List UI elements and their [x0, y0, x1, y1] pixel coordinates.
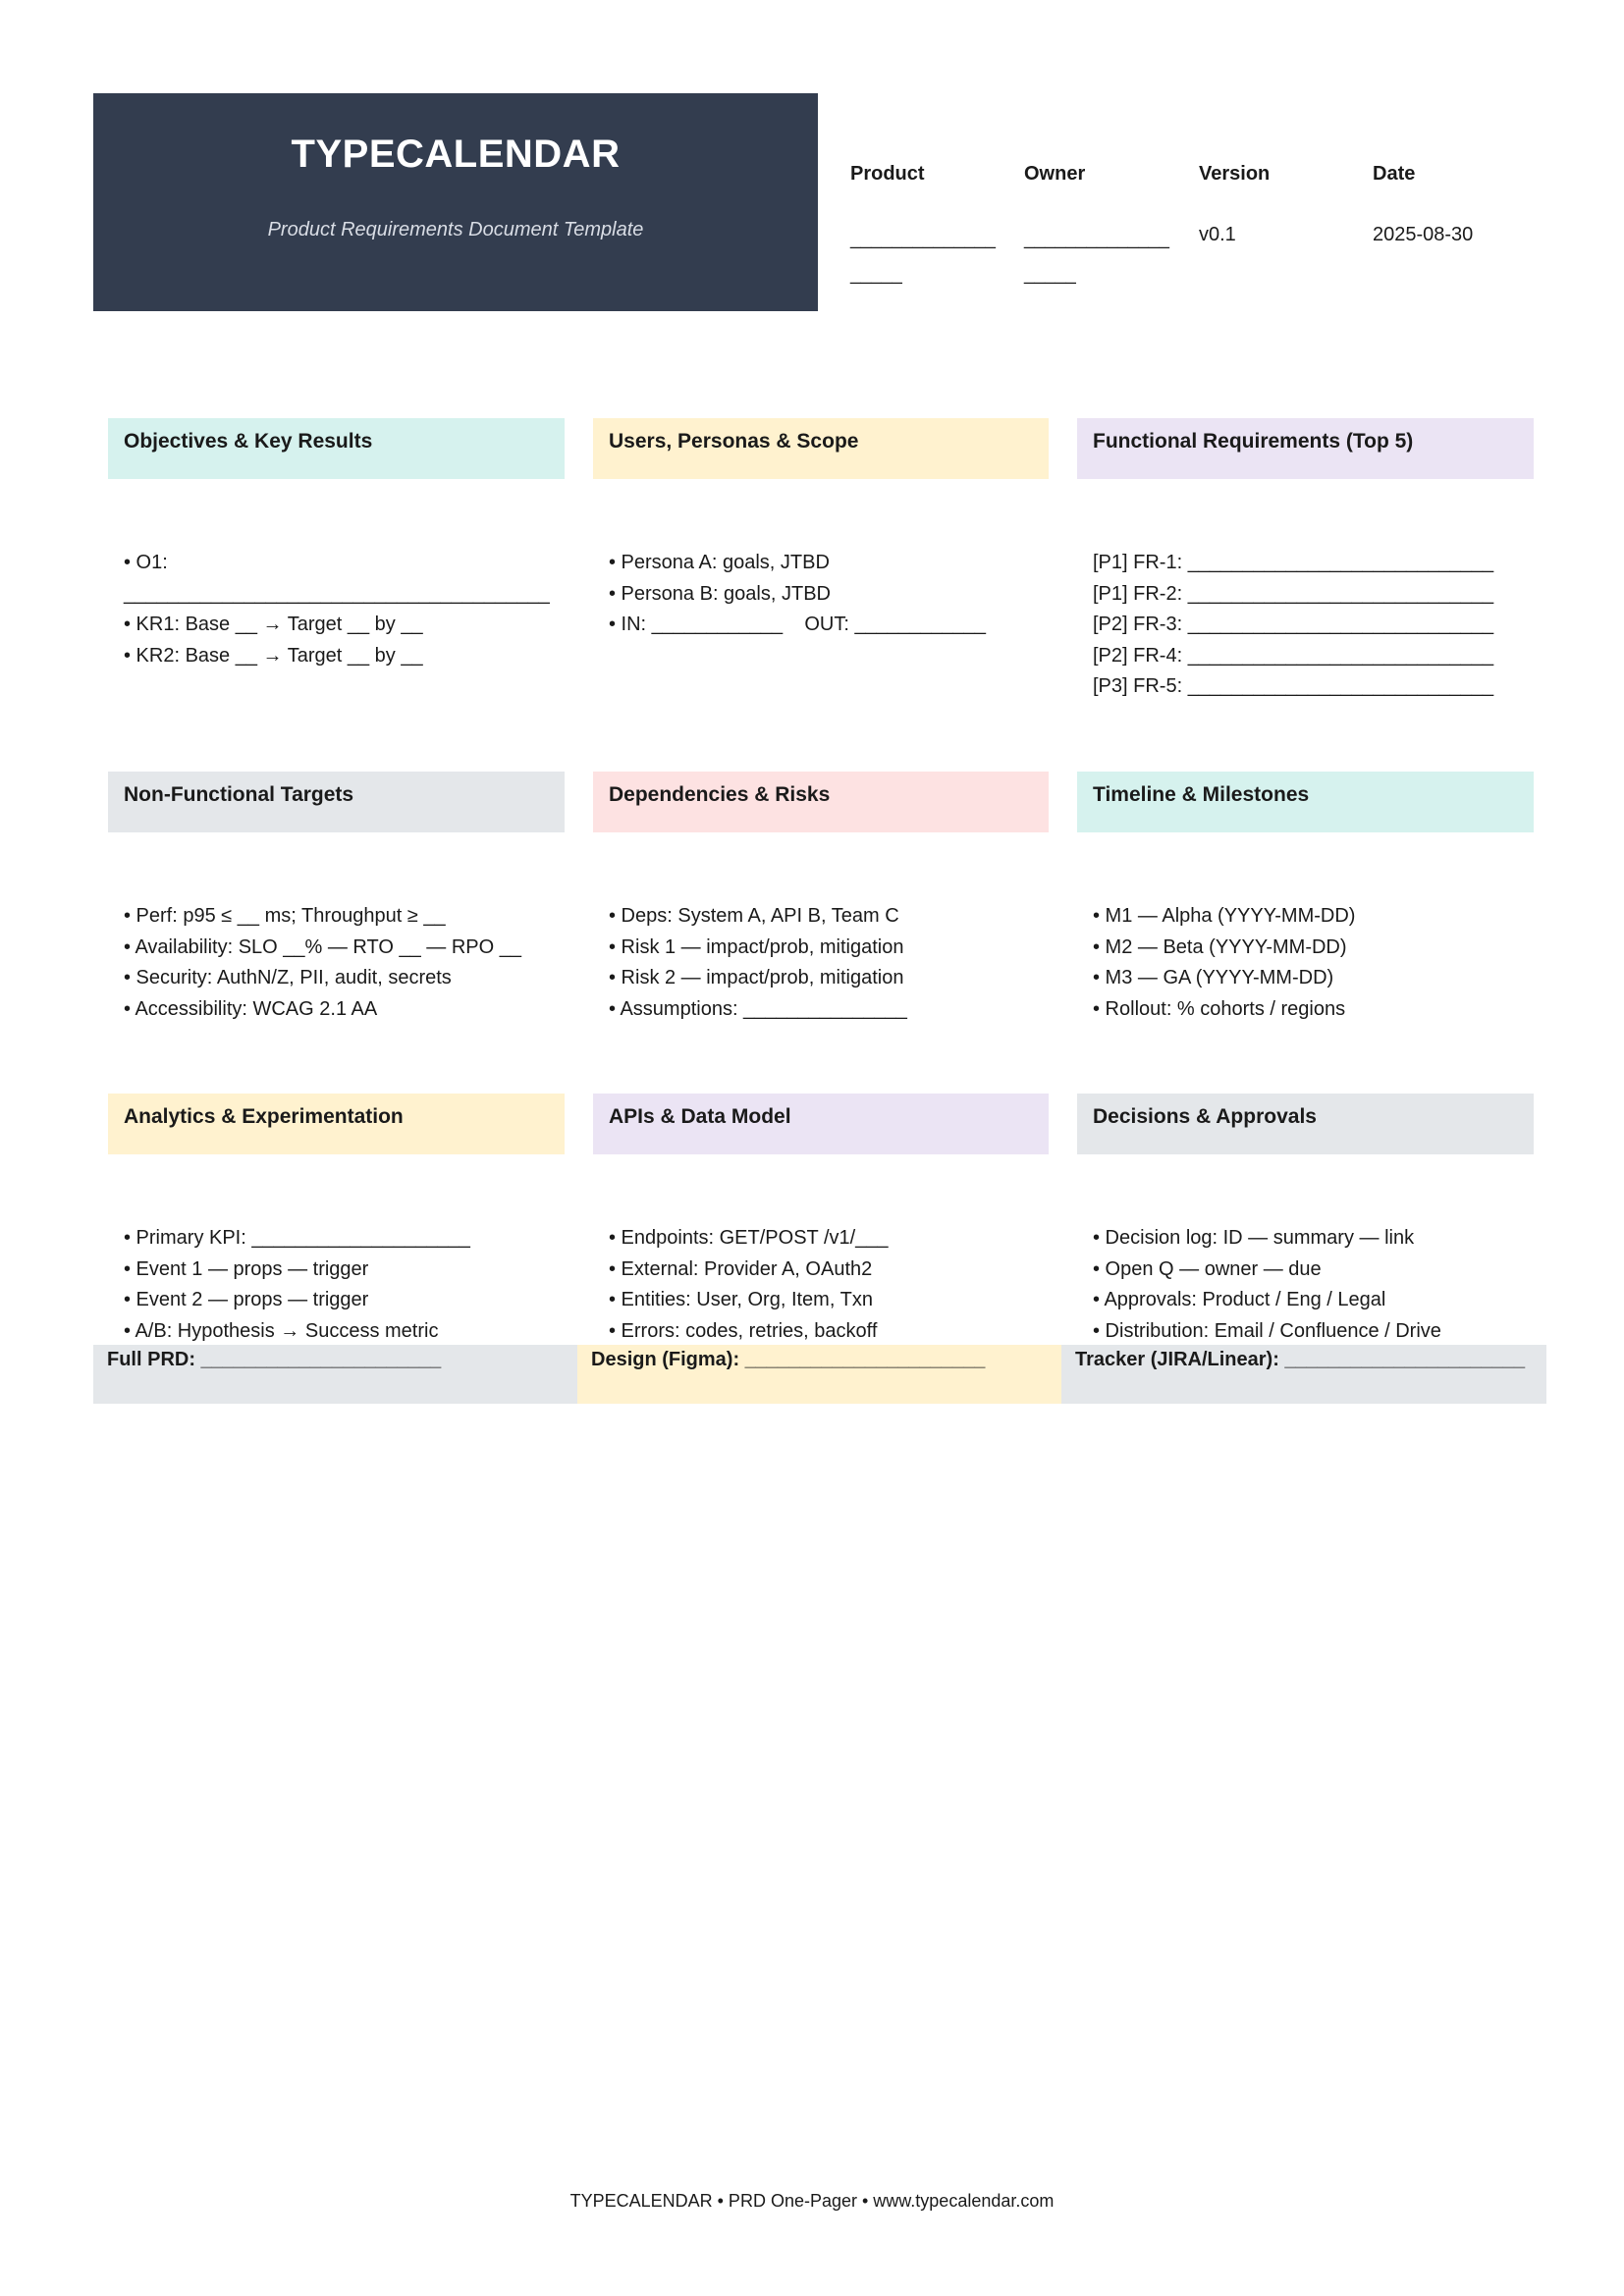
- section-heading-analytics: Analytics & Experimentation: [108, 1094, 565, 1154]
- list-item: • Persona A: goals, JTBD: [609, 552, 830, 573]
- list-item: • External: Provider A, OAuth2: [609, 1257, 873, 1280]
- list-item[interactable]: • Assumptions: _______________: [609, 997, 907, 1020]
- list-item: • Event 2 — props — trigger: [124, 1289, 369, 1310]
- section-heading-apis-data-model: APIs & Data Model: [593, 1094, 1049, 1154]
- list-item: • KR2: Base __ → Target __ by __: [124, 644, 423, 667]
- section-heading-objectives: Objectives & Key Results: [108, 418, 565, 479]
- list-item: • Security: AuthN/Z, PII, audit, secrets: [124, 967, 452, 988]
- brand-banner: [93, 93, 818, 311]
- list-item: • A/B: Hypothesis → Success metric: [124, 1319, 439, 1342]
- section-heading-users-scope: Users, Personas & Scope: [593, 418, 1049, 479]
- list-item: • Availability: SLO __% — RTO __ — RPO __: [124, 935, 521, 958]
- list-item: • M2 — Beta (YYYY-MM-DD): [1093, 935, 1347, 958]
- section-body-non-functional: [124, 901, 521, 1025]
- list-item: • M3 — GA (YYYY-MM-DD): [1093, 967, 1334, 988]
- list-item: • M1 — Alpha (YYYY-MM-DD): [1093, 905, 1356, 927]
- section-heading-timeline: Timeline & Milestones: [1077, 772, 1534, 832]
- list-item[interactable]: [P2] FR-4: ____________________________: [1093, 644, 1494, 667]
- list-item: • Risk 2 — impact/prob, mitigation: [609, 967, 904, 988]
- list-item: • Accessibility: WCAG 2.1 AA: [124, 997, 378, 1020]
- list-item: • Distribution: Email / Confluence / Drive: [1093, 1319, 1441, 1342]
- list-item: • Event 1 — props — trigger: [124, 1257, 369, 1280]
- list-item: • Rollout: % cohorts / regions: [1093, 997, 1346, 1020]
- meta-label-version: Version: [1199, 163, 1271, 185]
- section-heading-non-functional: Non-Functional Targets: [108, 772, 565, 832]
- link-design-figma[interactable]: Design (Figma): ______________________: [577, 1345, 1061, 1404]
- list-item: • Deps: System A, API B, Team C: [609, 905, 899, 927]
- section-body-timeline: [1093, 901, 1355, 1025]
- list-item: • Errors: codes, retries, backoff: [609, 1319, 878, 1342]
- section-heading-functional-reqs: Functional Requirements (Top 5): [1077, 418, 1534, 479]
- list-item: • Entities: User, Org, Item, Txn: [609, 1289, 873, 1310]
- meta-value-version: v0.1: [1199, 224, 1236, 245]
- list-item[interactable]: [P2] FR-3: ____________________________: [1093, 614, 1494, 635]
- list-item[interactable]: [P3] FR-5: ____________________________: [1093, 675, 1494, 697]
- section-heading-dependencies-risks: Dependencies & Risks: [593, 772, 1049, 832]
- list-item[interactable]: • IN: ____________ OUT: ____________: [609, 614, 986, 635]
- section-body-functional-reqs: [1093, 548, 1493, 703]
- list-item: • Approvals: Product / Eng / Legal: [1093, 1289, 1386, 1310]
- list-item: • Persona B: goals, JTBD: [609, 582, 831, 605]
- link-tracker[interactable]: Tracker (JIRA/Linear): ______________________: [1061, 1345, 1546, 1404]
- list-item[interactable]: [P1] FR-1: ____________________________: [1093, 552, 1494, 573]
- list-item: • Perf: p95 ≤ __ ms; Throughput ≥ __: [124, 905, 446, 927]
- list-item: • Endpoints: GET/POST /v1/___: [609, 1227, 889, 1249]
- meta-value-owner[interactable]: ______________ _____: [1024, 229, 1169, 285]
- section-body-dependencies-risks: [609, 901, 907, 1025]
- section-body-users-scope: [609, 548, 986, 641]
- list-item: • O1:: [124, 552, 168, 573]
- section-body-objectives: [124, 548, 550, 671]
- brand-subtitle: Product Requirements Document Template: [267, 219, 644, 240]
- meta-value-date: 2025-08-30: [1373, 224, 1474, 245]
- list-item: • Open Q — owner — due: [1093, 1257, 1322, 1280]
- meta-label-date: Date: [1373, 163, 1416, 185]
- section-body-analytics: [124, 1223, 470, 1347]
- page-footer: TYPECALENDAR • PRD One-Pager • www.typecalendar.com: [569, 2191, 1055, 2211]
- list-item[interactable]: [P1] FR-2: ____________________________: [1093, 582, 1494, 605]
- section-heading-decisions: Decisions & Approvals: [1077, 1094, 1534, 1154]
- list-item: • Risk 1 — impact/prob, mitigation: [609, 935, 904, 958]
- list-item[interactable]: • Primary KPI: ____________________: [124, 1227, 470, 1249]
- section-body-decisions: [1093, 1223, 1441, 1347]
- list-item: • Decision log: ID — summary — link: [1093, 1227, 1415, 1249]
- list-item: • KR1: Base __ → Target __ by __: [124, 614, 423, 635]
- link-full-prd[interactable]: Full PRD: ______________________: [93, 1345, 577, 1404]
- meta-value-product[interactable]: ______________ _____: [850, 229, 996, 285]
- meta-label-product: Product: [850, 163, 925, 185]
- fill-line[interactable]: _______________________________________: [124, 582, 550, 605]
- brand-title: TYPECALENDAR: [291, 133, 621, 176]
- meta-label-owner: Owner: [1024, 163, 1086, 185]
- section-body-apis-data-model: [609, 1223, 889, 1347]
